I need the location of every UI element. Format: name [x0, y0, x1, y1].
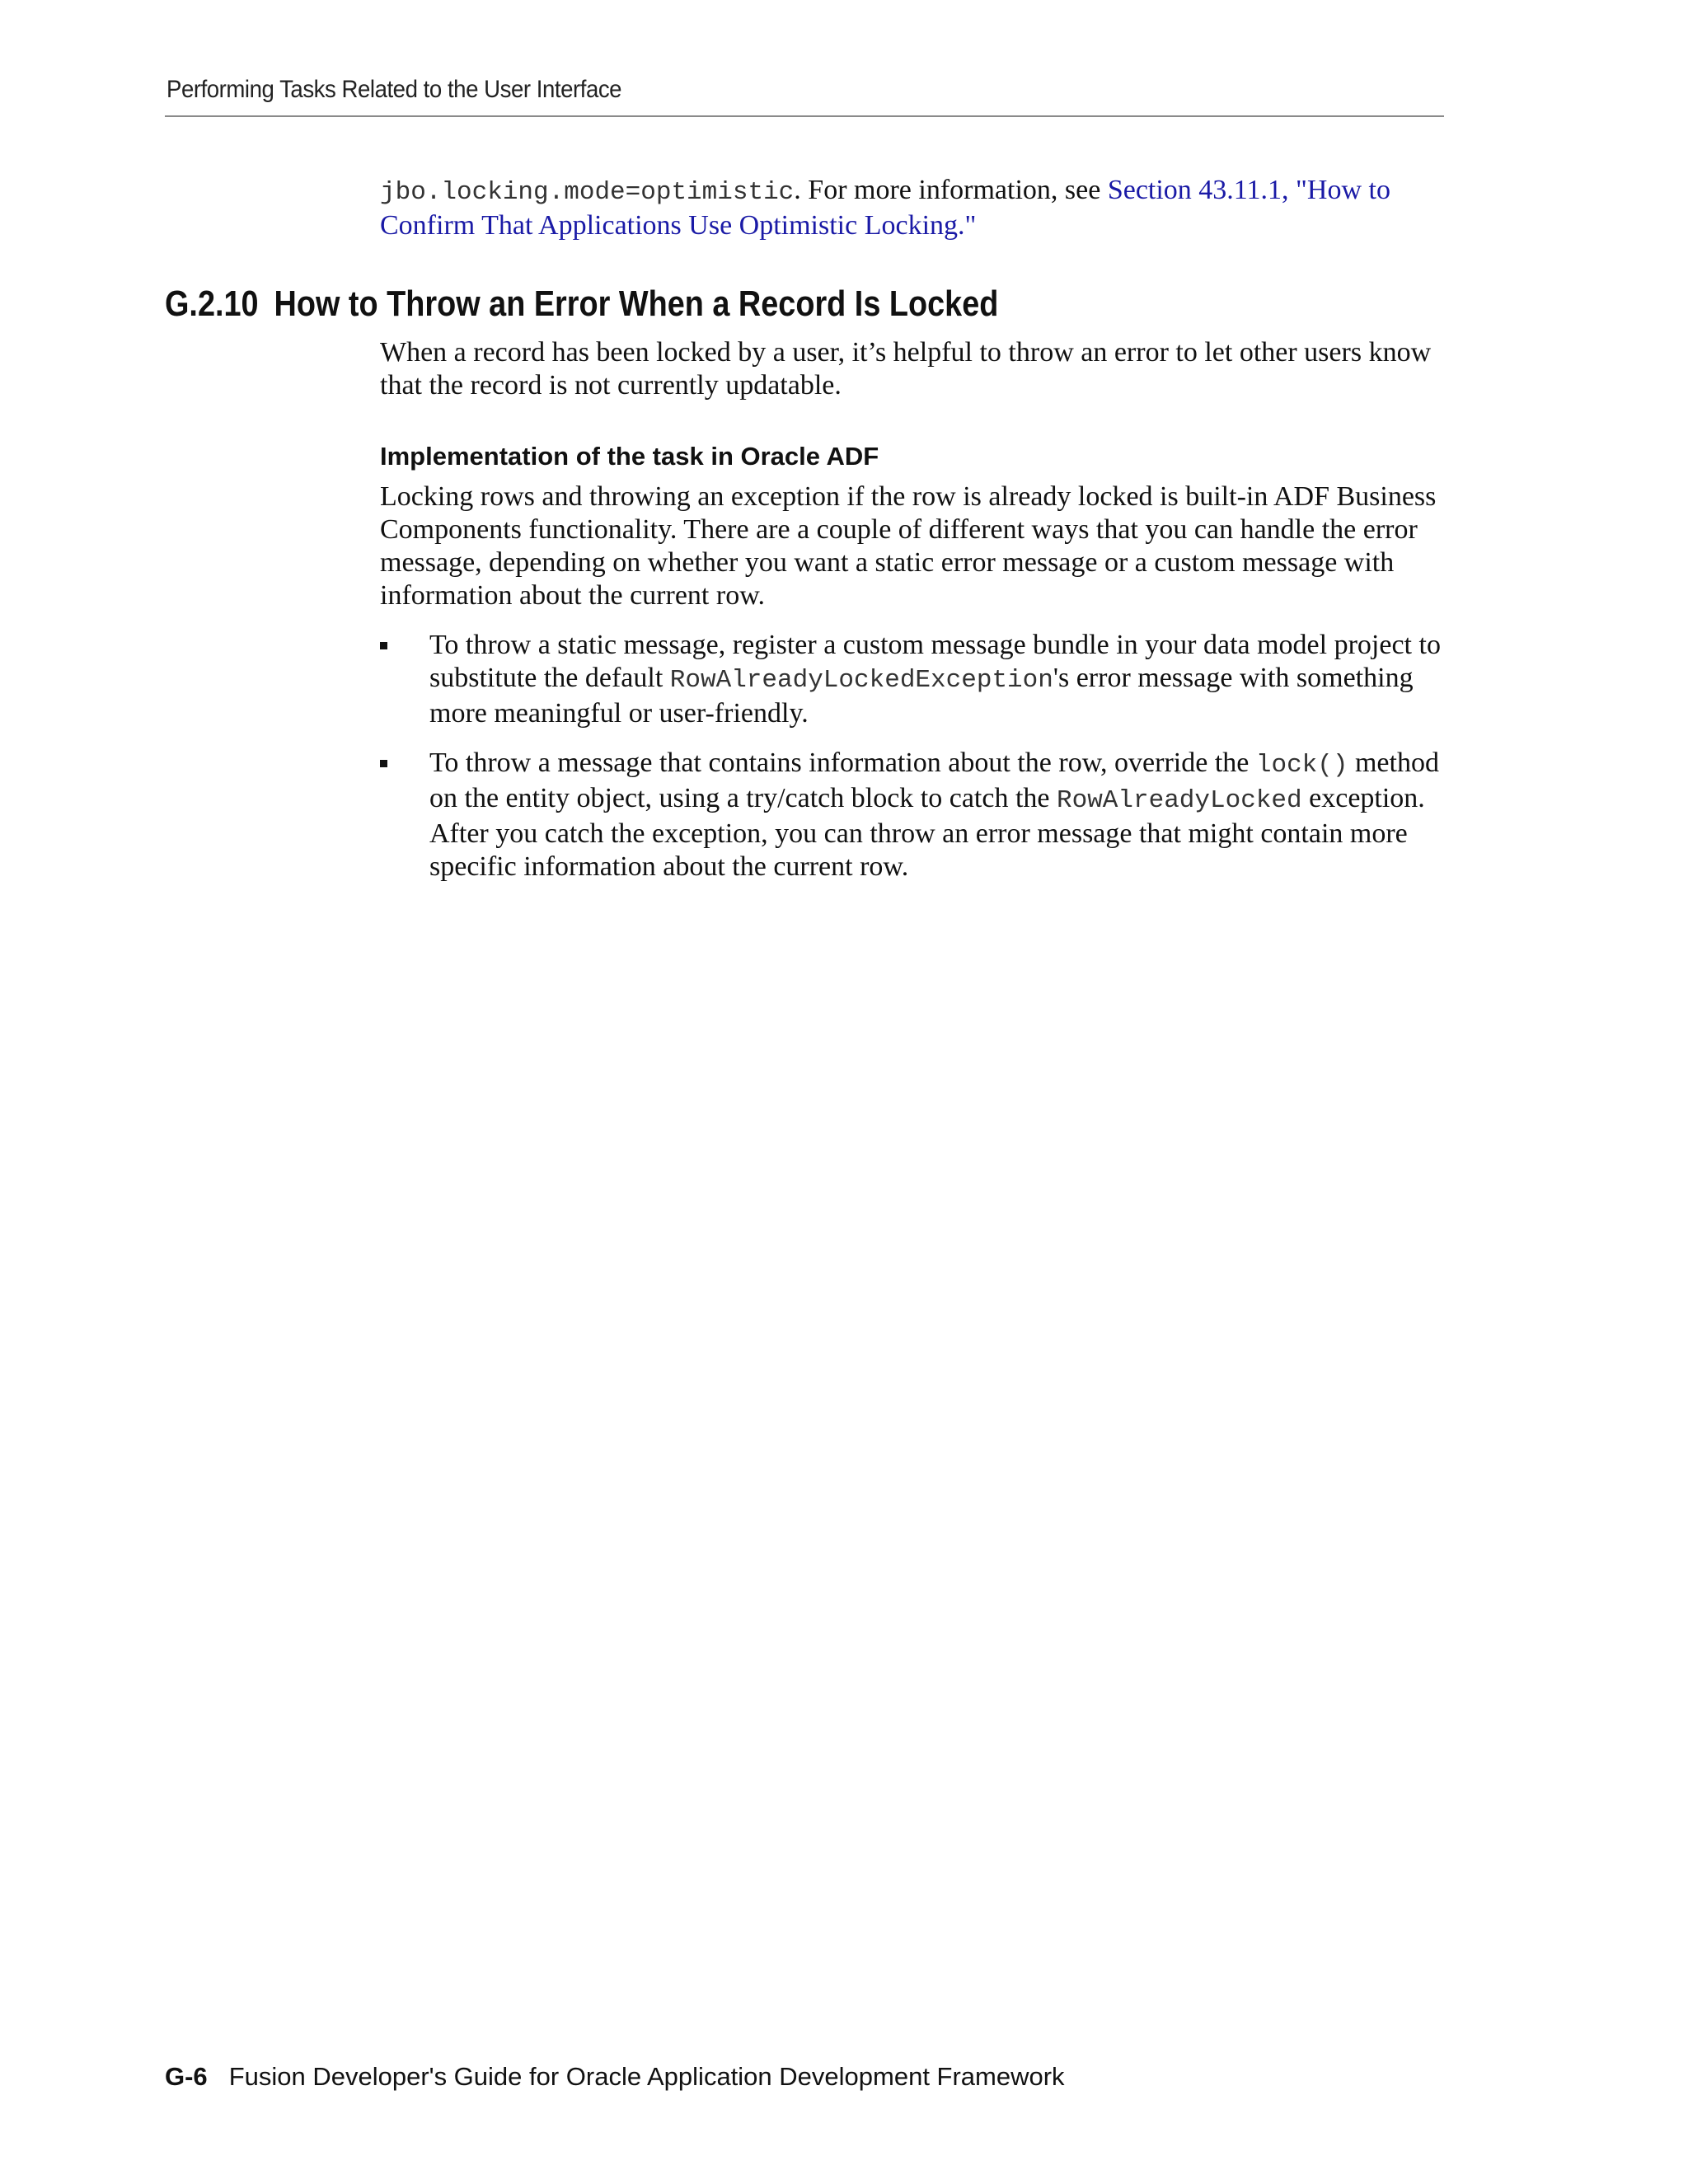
intro-code: jbo.locking.mode=optimistic — [380, 178, 795, 207]
intro-paragraph — [380, 174, 1451, 242]
bullet-text: To throw a static message, register a custom message bundle in your data model project to substitute the default — [429, 630, 1441, 693]
running-header: Performing Tasks Related to the User Interface — [166, 76, 622, 103]
square-bullet-icon — [380, 642, 387, 649]
bullet-code: RowAlreadyLocked — [1056, 786, 1302, 815]
bullet-code: RowAlreadyLockedException — [669, 666, 1053, 695]
book-title: Fusion Developer's Guide for Oracle Application Development Framework — [228, 2062, 1065, 2091]
bullet-text: To throw a message that contains information about the row, override the — [429, 748, 1256, 778]
page-number: G-6 — [165, 2062, 208, 2091]
intro-text: . For more information, see — [794, 175, 1108, 205]
square-bullet-icon — [380, 760, 387, 767]
subsection-paragraph: Locking rows and throwing an exception if the row is already locked is built-in ADF Business Components functionality. There are a couple of different ways that you can handle the error message, depending on whether you want a static error message or a custom message with information about the current row. — [380, 481, 1437, 611]
subsection-heading: Implementation of the task in Oracle ADF — [380, 442, 879, 471]
section-link[interactable]: Section 43.11.1, "How to Confirm That Applications Use Optimistic Locking." — [380, 175, 1390, 241]
section-number: G.2.10 — [165, 284, 259, 324]
header-rule — [165, 115, 1444, 117]
section-heading — [165, 282, 998, 326]
running-footer — [165, 2062, 1065, 2092]
list-item — [380, 629, 1451, 730]
section-title: How to Throw an Error When a Record Is Locked — [274, 284, 999, 324]
bullet-text: method on the entity object, using a try/catch block to catch the — [429, 748, 1439, 813]
bullet-text: 's error message with something more meaningful or user-friendly. — [429, 663, 1414, 729]
bullet-list — [380, 629, 1451, 900]
section-paragraph: When a record has been locked by a user, it’s helpful to throw an error to let other users know that the record is not currently updatable. — [380, 337, 1432, 401]
bullet-text: exception. After you catch the exception, you can throw an error message that might contain more specific information about the current row. — [429, 783, 1425, 882]
bullet-code: lock() — [1255, 751, 1348, 780]
list-item — [380, 747, 1451, 883]
